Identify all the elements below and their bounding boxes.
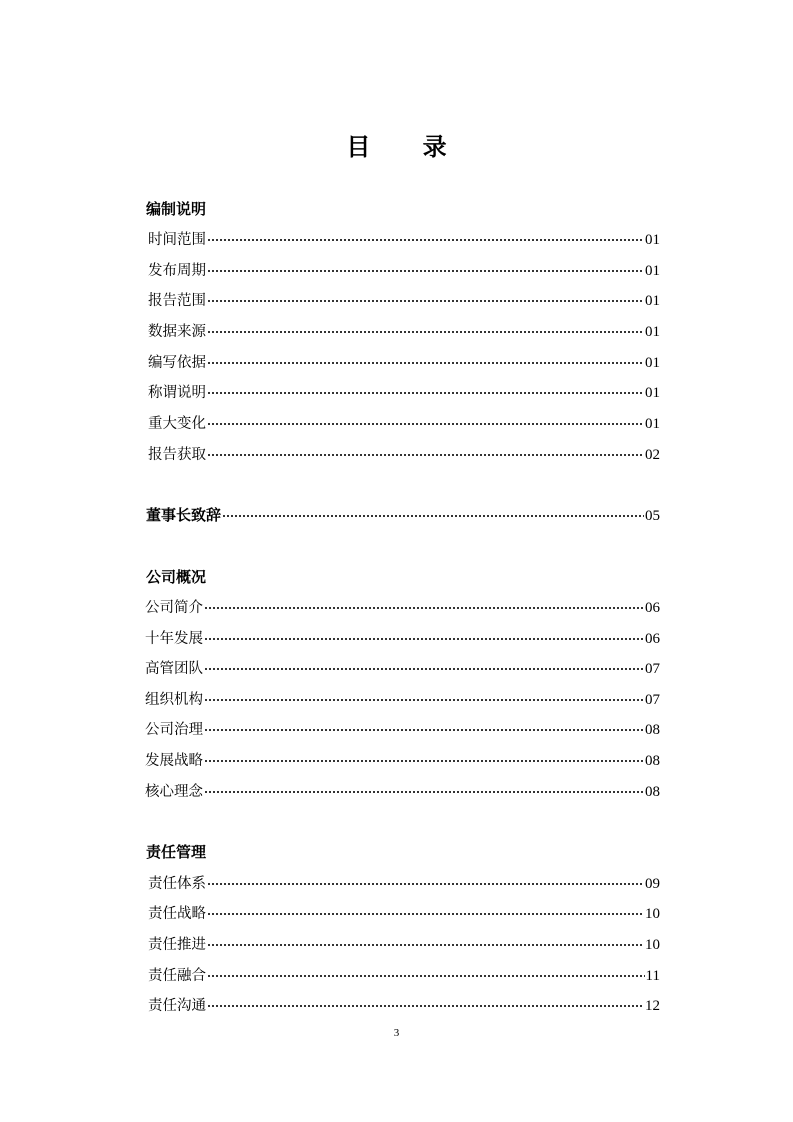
dot-leader: [207, 423, 644, 425]
toc-entry[interactable]: [148, 872, 660, 893]
dot-leader: [222, 515, 644, 517]
toc-entry[interactable]: [148, 381, 660, 402]
toc-entry-page: 07: [645, 661, 660, 677]
toc-entry-page: 01: [645, 355, 660, 371]
toc-entry[interactable]: [145, 780, 660, 801]
toc-entry-label: 数据来源: [148, 324, 206, 340]
dot-leader: [207, 883, 644, 885]
toc-entry-label: 发展战略: [145, 753, 203, 769]
toc-entry[interactable]: [148, 964, 660, 985]
toc-entry-label: 十年发展: [145, 631, 203, 647]
toc-entry-page: 06: [645, 631, 660, 647]
dot-leader: [204, 791, 644, 793]
dot-leader: [204, 638, 644, 640]
toc-entry[interactable]: [145, 718, 660, 739]
toc-entry-page: 01: [645, 416, 660, 432]
section-heading-responsibility-management: 责任管理: [146, 843, 207, 861]
toc-entry-page: 12: [645, 998, 660, 1014]
toc-entry[interactable]: [148, 994, 660, 1015]
toc-entry-label: 重大变化: [148, 416, 206, 432]
toc-entry-page: 01: [645, 324, 660, 340]
toc-entry[interactable]: [148, 412, 660, 433]
dot-leader: [207, 913, 644, 915]
toc-entry-label: 公司治理: [145, 722, 203, 738]
toc-entry-label: 责任体系: [148, 876, 206, 892]
toc-entry-label: 责任战略: [148, 906, 206, 922]
toc-entry-page: 01: [645, 263, 660, 279]
toc-entry-label: 报告范围: [148, 293, 206, 309]
toc-entry[interactable]: [148, 351, 660, 372]
section-heading-company-overview: 公司概况: [146, 568, 207, 586]
toc-entry[interactable]: [148, 933, 660, 954]
dot-leader: [204, 729, 644, 731]
toc-entry-page: 01: [645, 293, 660, 309]
toc-entry[interactable]: [148, 320, 660, 341]
toc-entry-page: 06: [645, 600, 660, 616]
toc-entry-label: 董事长致辞: [146, 506, 222, 524]
dot-leader: [204, 668, 644, 670]
dot-leader: [207, 239, 644, 241]
toc-entry-label: 组织机构: [145, 692, 203, 708]
dot-leader: [207, 270, 644, 272]
toc-entry-label: 称谓说明: [148, 385, 206, 401]
toc-entry-page: 05: [645, 508, 660, 524]
toc-entry[interactable]: [145, 657, 660, 678]
page-title: 目 录: [346, 133, 469, 161]
toc-entry-chairman-address[interactable]: [146, 504, 660, 525]
toc-entry-page: 08: [645, 784, 660, 800]
toc-entry[interactable]: [148, 289, 660, 310]
toc-entry-page: 11: [645, 968, 660, 984]
section-heading-preparation-notes: 编制说明: [146, 200, 207, 218]
toc-entry-page: 02: [645, 447, 660, 463]
dot-leader: [207, 1005, 644, 1007]
dot-leader: [207, 300, 644, 302]
toc-entry-page: 01: [645, 232, 660, 248]
toc-entry[interactable]: [148, 228, 660, 249]
toc-entry[interactable]: [145, 627, 660, 648]
toc-entry-label: 编写依据: [148, 355, 206, 371]
dot-leader: [204, 607, 644, 609]
dot-leader: [207, 975, 645, 977]
dot-leader: [207, 392, 644, 394]
dot-leader: [207, 454, 644, 456]
toc-entry[interactable]: [148, 902, 660, 923]
dot-leader: [207, 362, 644, 364]
toc-entry-label: 公司简介: [145, 600, 203, 616]
toc-entry-label: 报告获取: [148, 447, 206, 463]
toc-entry[interactable]: [145, 596, 660, 617]
toc-entry[interactable]: [145, 749, 660, 770]
toc-entry[interactable]: [148, 443, 660, 464]
toc-entry-page: 10: [645, 937, 660, 953]
toc-entry-label: 责任推进: [148, 937, 206, 953]
toc-entry-label: 发布周期: [148, 263, 206, 279]
toc-entry-label: 高管团队: [145, 661, 203, 677]
toc-entry-page: 07: [645, 692, 660, 708]
dot-leader: [207, 944, 644, 946]
toc-entry[interactable]: [148, 259, 660, 280]
dot-leader: [204, 760, 644, 762]
toc-entry-label: 责任沟通: [148, 998, 206, 1014]
toc-entry-page: 10: [645, 906, 660, 922]
dot-leader: [204, 699, 644, 701]
toc-entry-page: 01: [645, 385, 660, 401]
dot-leader: [207, 331, 644, 333]
toc-entry-page: 09: [645, 876, 660, 892]
toc-entry-page: 08: [645, 722, 660, 738]
toc-entry-page: 08: [645, 753, 660, 769]
toc-entry-label: 时间范围: [148, 232, 206, 248]
toc-entry-label: 责任融合: [148, 968, 206, 984]
toc-entry[interactable]: [145, 688, 660, 709]
page-number: 3: [393, 1027, 400, 1039]
toc-entry-label: 核心理念: [145, 784, 203, 800]
